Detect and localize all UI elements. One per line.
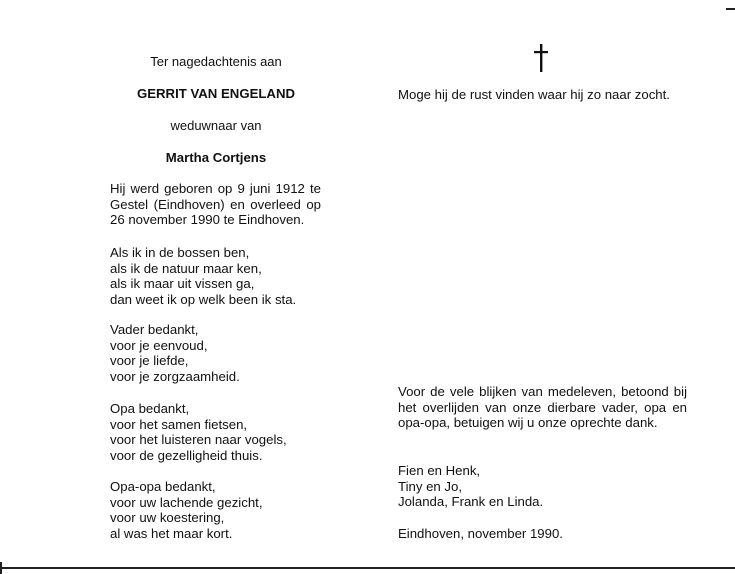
in-memory-heading: Ter nagedachtenis aan [150, 54, 282, 69]
family-signatures [398, 463, 543, 510]
family-line: Fien en Henk, [398, 463, 481, 478]
bottom-left-border-mark [0, 562, 2, 574]
family-line: Tiny en Jo, [398, 478, 463, 494]
thanks-paragraph: Voor de vele blijken van medeleven, betoond bij het overlijden van onze dierbare vader, opa en opa-opa, betuigen wij u onze oprechte dank. [398, 384, 687, 431]
poem-line: voor het samen fietsen, [110, 416, 248, 432]
bottom-border-line [0, 567, 735, 569]
poem-line: voor je liefde, [110, 353, 189, 369]
poem-line: al was het maar kort. [110, 525, 233, 541]
poem-stanza-1 [110, 245, 296, 307]
biography-paragraph: Hij werd geboren op 9 juni 1912 te Gestel (Eindhoven) en overleed op 26 november 1990 te Eindhoven. [110, 181, 321, 228]
family-line: Jolanda, Frank en Linda. [398, 494, 544, 510]
poem-line: voor je zorgzaamheid. [110, 368, 240, 384]
widower-of-label: weduwnaar van [170, 118, 262, 133]
place-and-date: Eindhoven, november 1990. [398, 526, 563, 541]
poem-line: als ik de natuur maar ken, [110, 260, 262, 276]
spouse-name: Martha Cortjens [165, 150, 267, 165]
poem-stanza-4 [110, 479, 262, 541]
poem-line: voor uw koestering, [110, 510, 225, 526]
poem-line: voor uw lachende gezicht, [110, 494, 263, 510]
poem-line: Opa-opa bedankt, [110, 479, 216, 494]
poem-line: voor je eenvoud, [110, 337, 208, 353]
poem-stanza-3 [110, 401, 287, 463]
top-right-border-mark [726, 8, 735, 10]
poem-line: dan weet ik op welk been ik sta. [110, 291, 297, 307]
cross-icon [533, 44, 549, 72]
poem-line: Als ik in de bossen ben, [110, 245, 250, 260]
poem-line: als ik maar uit vissen ga, [110, 276, 255, 292]
poem-line: voor de gezelligheid thuis. [110, 447, 263, 463]
poem-stanza-2 [110, 322, 240, 384]
prayer-text: Moge hij de rust vinden waar hij zo naar zocht. [398, 87, 670, 102]
deceased-name: GERRIT VAN ENGELAND [136, 86, 295, 101]
poem-line: Opa bedankt, [110, 401, 190, 416]
poem-line: Vader bedankt, [110, 322, 199, 337]
poem-line: voor het luisteren naar vogels, [110, 432, 287, 448]
